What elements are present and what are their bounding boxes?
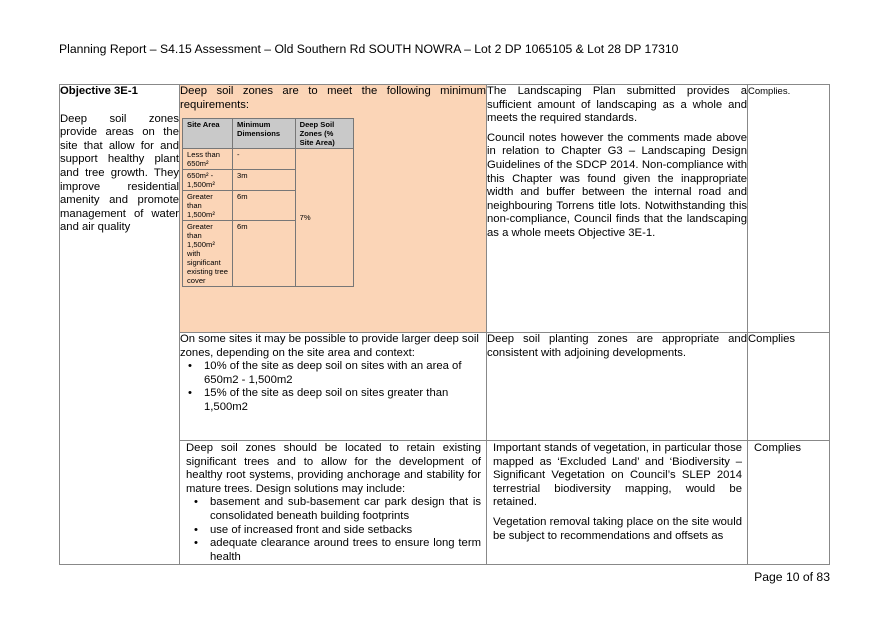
status-text: Complies [754, 442, 802, 454]
min-dim-cell: 3m [233, 170, 296, 191]
requirement-text: Deep soil zones are to meet the following minimum requirements: [180, 85, 486, 111]
site-area-cell: 650m² - 1,500m² [183, 170, 233, 191]
status-text: Complies. [748, 86, 791, 97]
list-item: • 15% of the site as deep soil on sites greater than 1,500m2 [200, 387, 486, 414]
inner-row [183, 149, 354, 170]
comment-text: Deep soil planting zones are appropriate and consistent with adjoining developments. [487, 333, 747, 359]
list-item: • use of increased front and side setbacks [206, 524, 481, 538]
deep-soil-pct-cell: 7% [295, 149, 353, 287]
comment-text: Important stands of vegetation, in particular those mapped as ‘Excluded Land’ and ‘Biodiversity – Significant Vegetation on Council’s SLEP 2014 terrestrial biodiversity mapping, would be retained. [493, 442, 742, 509]
comment-text: The Landscaping Plan submitted provides a sufficient amount of landscaping as a whole and meets the required standards. [487, 85, 747, 125]
requirement-list [180, 360, 486, 414]
status-text: Complies [748, 333, 796, 345]
min-dim-cell: 6m [233, 221, 296, 287]
min-dim-cell: - [233, 149, 296, 170]
comment-text: Council notes however the comments made above in relation to Chapter G3 – Landscaping Design Guidelines of the SDCP 2014. Non-compliance with this Chapter was found given the inappropriate width and buffer between the internal road and neighbouring Torrens title lots. Notwithstanding this non-compliance, Council finds that the landscaping as a whole meets Objective 3E-1. [487, 131, 747, 239]
table-row [60, 85, 830, 333]
objective-text: Deep soil zones provide areas on the site that allow for and support healthy plant and tree growth. They improve residential amenity and promote management of water and air quality [60, 112, 179, 234]
list-item: • adequate clearance around trees to ensure long term health [206, 537, 481, 564]
status-cell [748, 441, 830, 565]
requirement-cell [180, 441, 487, 565]
comment-cell [487, 85, 748, 333]
requirement-list [186, 496, 481, 564]
requirement-cell [180, 85, 487, 333]
page-number: Page 10 of 83 [754, 570, 830, 584]
objective-title: Objective 3E-1 [60, 85, 138, 97]
requirement-text: On some sites it may be possible to provide larger deep soil zones, depending on the site area and context: [180, 333, 479, 359]
objective-cell [60, 85, 180, 565]
comment-cell [487, 441, 748, 565]
site-area-cell: Greater than 1,500m² [183, 191, 233, 221]
list-item: • basement and sub-basement car park design that is consolidated beneath building footprints [206, 496, 481, 523]
requirement-text: Deep soil zones should be located to retain existing significant trees and to allow for the development of healthy root systems, providing anchorage and stability for mature trees. Design solutions may include: [186, 442, 481, 495]
inner-header: Site Area [183, 119, 233, 149]
assessment-table [59, 84, 830, 565]
comment-text: Vegetation removal taking place on the site would be subject to recommendations and offsets as [493, 515, 742, 542]
deep-soil-table [182, 118, 354, 287]
min-dim-cell: 6m [233, 191, 296, 221]
page-header: Planning Report – S4.15 Assessment – Old Southern Rd SOUTH NOWRA – Lot 2 DP 1065105 & Lot 28 DP 17310 [59, 42, 679, 56]
inner-header: Minimum Dimensions [233, 119, 296, 149]
inner-header-row [183, 119, 354, 149]
status-cell [748, 333, 830, 441]
status-cell [748, 85, 830, 333]
inner-header: Deep Soil Zones (% Site Area) [295, 119, 353, 149]
list-item: • 10% of the site as deep soil on sites with an area of 650m2 - 1,500m2 [200, 360, 486, 387]
site-area-cell: Less than 650m² [183, 149, 233, 170]
comment-cell [487, 333, 748, 441]
site-area-cell: Greater than 1,500m² with significant existing tree cover [183, 221, 233, 287]
requirement-cell [180, 333, 487, 441]
